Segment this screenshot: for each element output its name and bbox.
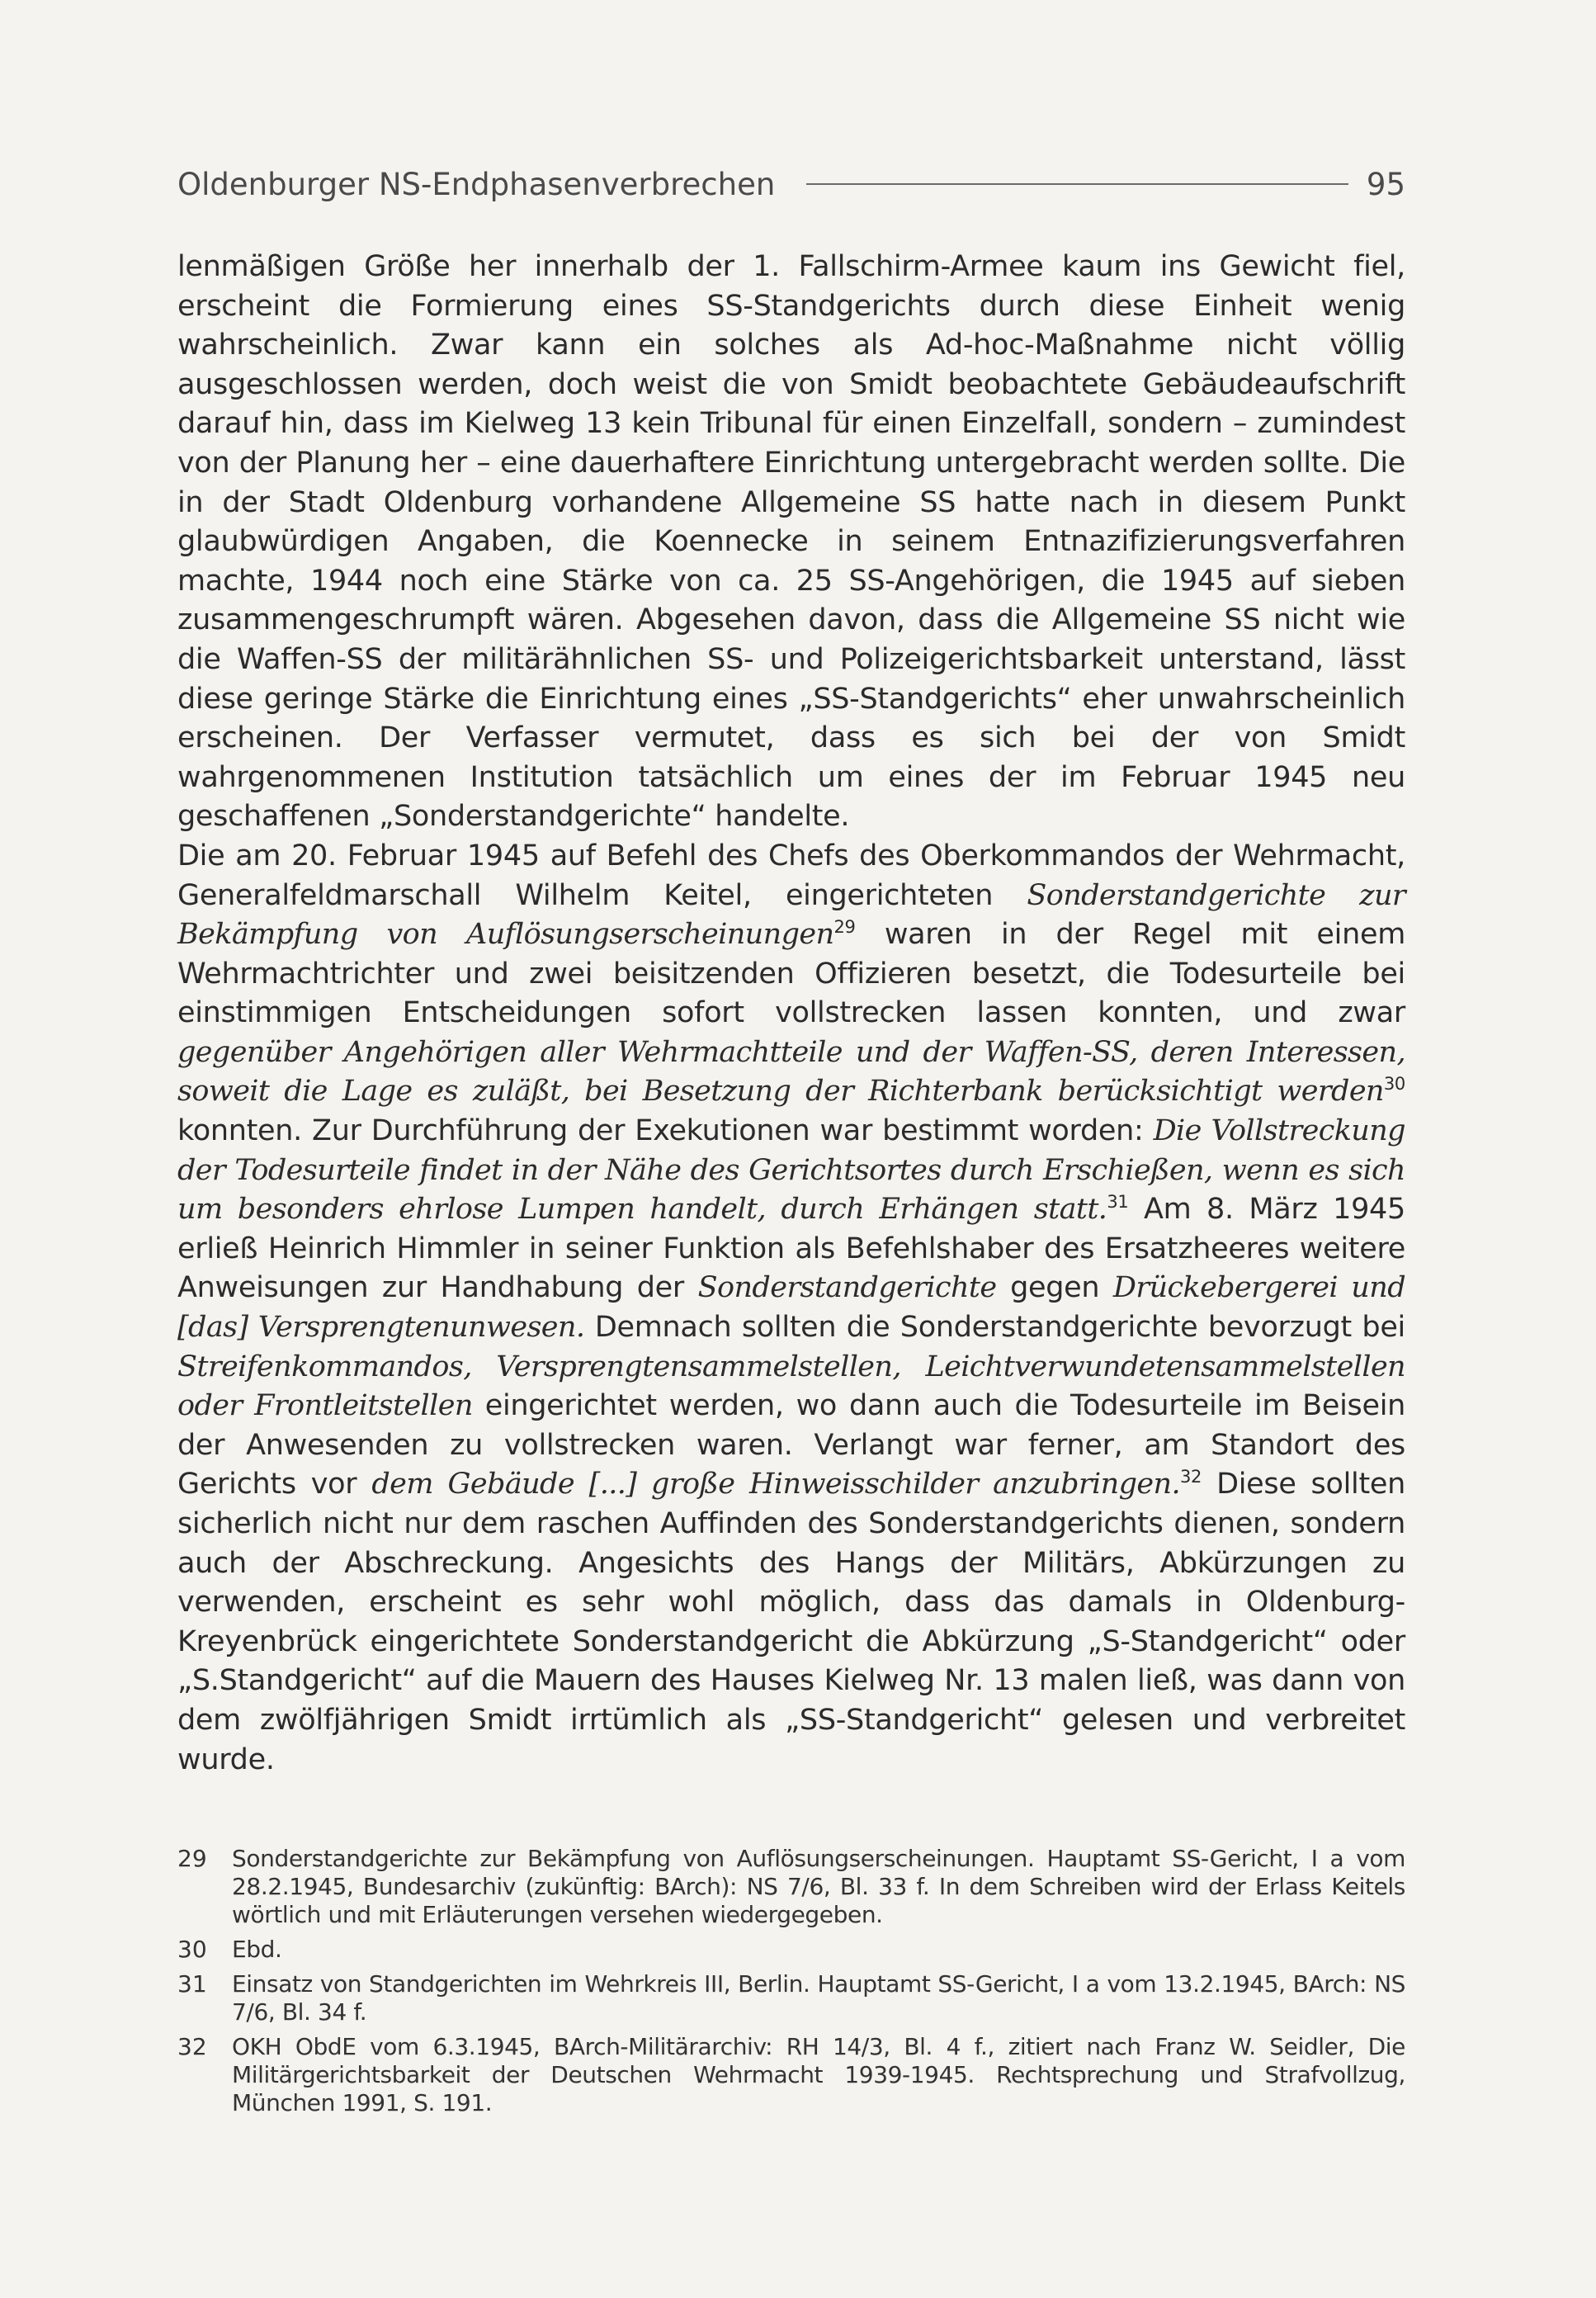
paragraph-2 bbox=[177, 837, 1405, 1780]
text-run: Diese sollten sicherlich nicht nur dem raschen Auffinden des Sonderstandgerichts dienen, sondern auch der Abschreckung. Angesichts des Hangs der Militärs, Abkürzungen zu verwenden, erscheint es sehr wohl möglich, dass das damals in Oldenburg-Kreyenbrück eingerichtete Sonderstandgericht die Abkürzung „S-Standgericht“ oder „S.Standgericht“ auf die Mauern des Hauses Kielweg Nr. 13 malen ließ, was dann von dem zwölfjährigen Smidt irrtümlich als „SS-Standgericht“ gelesen und verbreitet wurde. bbox=[177, 1468, 1405, 1776]
footnote-text: Ebd. bbox=[232, 1936, 282, 1963]
text-run: gegen bbox=[996, 1271, 1113, 1305]
text-run: konnten. Zur Durchführung der Exekutionen war bestimmt worden: bbox=[177, 1114, 1154, 1148]
paragraph-1: lenmäßigen Größe her innerhalb der 1. Fallschirm-Armee kaum ins Gewicht fiel, erscheint die Formierung eines SS-Standgerichts durch diese Einheit wenig wahrscheinlich. Zwar kann ein solches als Ad-hoc-Maßnahme nicht völlig ausgeschlossen werden, doch weist die von Smidt beobachtete Gebäudeaufschrift darauf hin, dass im Kielweg 13 kein Tribunal für einen Einzelfall, sondern – zumindest von der Planung her – eine dauerhaftere Einrichtung untergebracht werden sollte. Die in der Stadt Oldenburg vorhandene Allgemeine SS hatte nach in diesem Punkt glaubwürdigen Angaben, die Koennecke in seinem Entnazifizierungsverfahren machte, 1944 noch eine Stärke von ca. 25 SS-Angehörigen, die 1945 auf sieben zusammengeschrumpft wären. Abgesehen davon, dass die Allgemeine SS nicht wie die Waffen-SS der militärähnlichen SS- und Polizeigerichtsbarkeit unterstand, lässt diese geringe Stärke die Einrichtung eines „SS-Standgerichts“ eher unwahrscheinlich erscheinen. Der Verfasser vermutet, dass es sich bei der von Smidt wahrgenommenen Institution tatsächlich um eines der im Februar 1945 neu geschaffenen „Sonderstandgerichte“ handelte. bbox=[177, 250, 1405, 834]
footnote-text: OKH ObdE vom 6.3.1945, BArch-Militärarchiv: RH 14/3, Bl. 4 f., zitiert nach Franz W. Seidler, Die Militärgerichtsbarkeit der Deutschen Wehrmacht 1939-1945. Rechtsprechung und Strafvollzug, München 1991, S. 191. bbox=[232, 2033, 1405, 2116]
italic-run: Drückebergerei und [das] Versprengtenunwesen. bbox=[177, 1271, 1405, 1345]
text-run: waren in der Regel mit einem Wehrmachtrichter und zwei beisitzenden Offizieren besetzt, die Todesurteile bei einstimmigen Entscheidungen sofort vollstrecken lassen konnten, und zwar bbox=[177, 918, 1406, 1030]
header-rule bbox=[806, 183, 1348, 185]
footnote-ref-31[interactable]: 31 bbox=[1107, 1192, 1129, 1213]
body-text bbox=[177, 248, 1405, 1780]
text-run: eingerichtet werden, wo dann auch die Todesurteile im Beisein der Anwesenden zu vollstrecken waren. Verlangt war ferner, am Standort des Gerichts vor bbox=[177, 1389, 1405, 1501]
footnote-ref-30[interactable]: 30 bbox=[1383, 1074, 1405, 1095]
footnote bbox=[177, 1845, 1405, 1929]
footnotes bbox=[177, 1845, 1405, 2124]
footnote-ref-29[interactable]: 29 bbox=[833, 917, 856, 938]
page-number: 95 bbox=[1366, 166, 1405, 202]
footnote-number: 32 bbox=[177, 2033, 207, 2060]
footnote-number: 29 bbox=[177, 1845, 207, 1872]
footnote bbox=[177, 2033, 1405, 2117]
text-run: Am 8. März 1945 erließ Heinrich Himmler in seiner Funktion als Befehlshaber des Ersatzheeres weitere Anweisungen zur Handhabung der bbox=[177, 1193, 1405, 1305]
footnote-text: Sonderstandgerichte zur Bekämpfung von Auflösungserscheinungen. Hauptamt SS-Gericht, I a vom 28.2.1945, Bundesarchiv (zukünftig: BArch): NS 7/6, Bl. 33 f. In dem Schreiben wird der Erlass Keitels wörtlich und mit Erläuterungen versehen wiedergegeben. bbox=[232, 1845, 1405, 1928]
italic-run: Die Vollstreckung der Todesurteile findet in der Nähe des Gerichtsortes durch Erschießen, wenn es sich um besonders ehrlose Lumpen handelt, durch Erhängen statt. bbox=[177, 1114, 1405, 1227]
italic-run: Sonderstandgerichte bbox=[697, 1271, 997, 1305]
footnote-ref-32[interactable]: 32 bbox=[1179, 1467, 1202, 1487]
footnote-number: 31 bbox=[177, 1970, 207, 1998]
footnote-text: Einsatz von Standgerichten im Wehrkreis III, Berlin. Hauptamt SS-Gericht, I a vom 13.2.1945, BArch: NS 7/6, Bl. 34 f. bbox=[232, 1970, 1405, 2026]
text-run: Die am 20. Februar 1945 auf Befehl des Chefs des Oberkommandos der Wehrmacht, Generalfeldmarschall Wilhelm Keitel, eingerichteten bbox=[177, 839, 1405, 912]
text-run: Demnach sollten die Sonderstandgerichte bevorzugt bei bbox=[584, 1311, 1405, 1345]
footnote bbox=[177, 1970, 1405, 2026]
italic-run: Sonderstandgerichte zur Bekämpfung von Auflösungserscheinungen bbox=[177, 878, 1406, 952]
running-title: Oldenburger NS-Endphasenverbrechen bbox=[177, 166, 776, 202]
italic-run: gegenüber Angehörigen aller Wehrmachtteile und der Waffen-SS, deren Interessen, soweit die Lage es zuläßt, bei Besetzung der Richterbank berücksichtigt werden bbox=[177, 1035, 1405, 1109]
page-header bbox=[177, 163, 1405, 205]
footnote bbox=[177, 1936, 1405, 1964]
italic-run: dem Gebäude [...] große Hinweisschilder anzubringen. bbox=[371, 1468, 1180, 1501]
italic-run: Streifenkommandos, Versprengtensammelstellen, Leichtverwundetensammelstellen oder Frontleitstellen bbox=[177, 1350, 1405, 1423]
footnote-number: 30 bbox=[177, 1936, 207, 1963]
